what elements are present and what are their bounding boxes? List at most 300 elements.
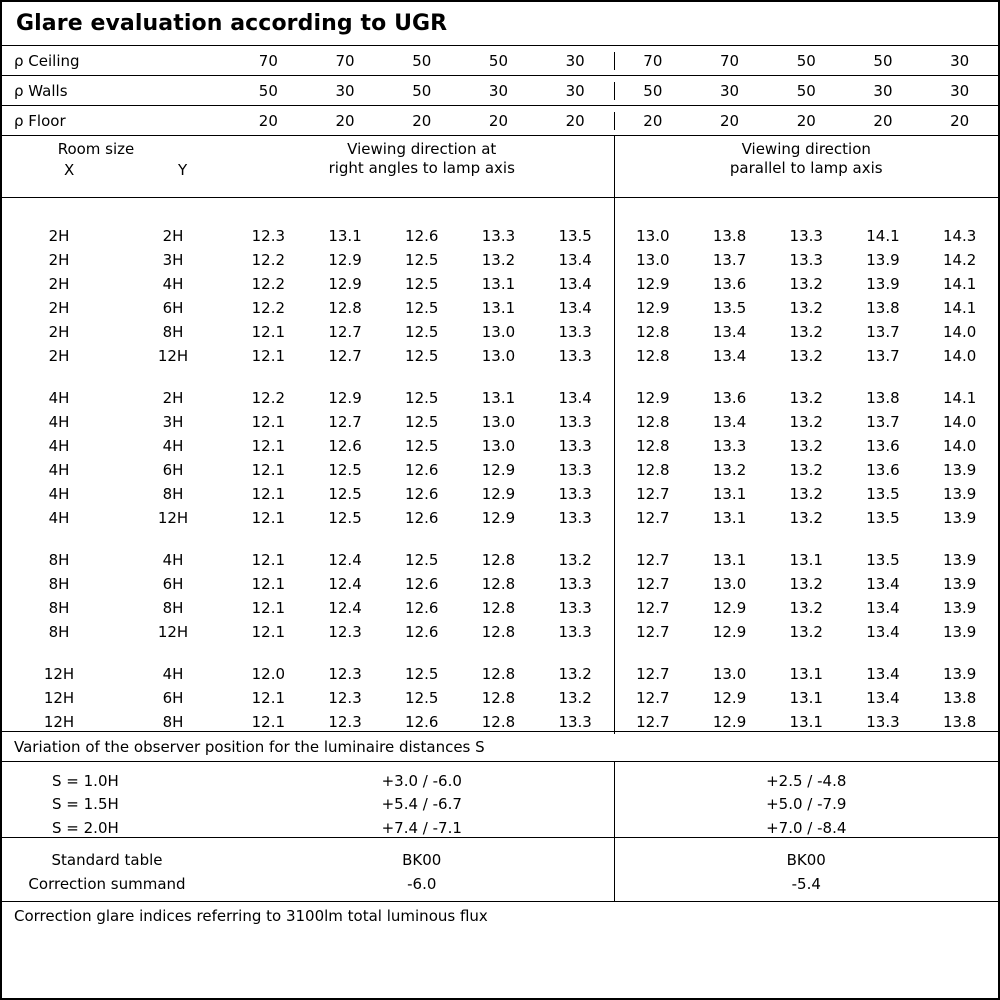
table-cell: 13.8 (866, 299, 900, 317)
room-x: 2H (48, 227, 70, 245)
table-row (230, 572, 614, 596)
table-cell: 12.8 (328, 299, 362, 317)
table-cell: 13.9 (942, 665, 977, 683)
group-spacer (2, 644, 230, 662)
room-x: 8H (48, 575, 70, 593)
table-cell: 13.2 (558, 665, 592, 683)
room-y: 6H (162, 689, 184, 707)
table-row (615, 248, 999, 272)
room-y: 6H (162, 461, 184, 479)
table-cell: 13.0 (481, 437, 516, 455)
table-cell: 13.1 (328, 227, 362, 245)
table-cell: 12.6 (405, 599, 439, 617)
table-cell: 13.9 (866, 251, 900, 269)
table-cell: 12.1 (251, 461, 286, 479)
table-cell: 13.2 (789, 509, 823, 527)
table-cell: 50 (412, 81, 432, 100)
table-cell: 70 (258, 51, 278, 70)
s-value: +7.0 / -8.4 (766, 818, 847, 837)
table-cell: 12.7 (636, 551, 670, 569)
table-row (615, 662, 999, 686)
table-cell: 13.8 (712, 227, 747, 245)
room-x: 4H (48, 437, 70, 455)
table-cell: 12.5 (405, 323, 439, 341)
table-row (615, 458, 999, 482)
standard-table-value: BK00 (786, 851, 826, 869)
table-cell: 13.4 (712, 347, 747, 365)
table-cell: 13.1 (789, 689, 823, 707)
table-cell: 70 (720, 51, 740, 70)
table-cell: 12.1 (251, 623, 286, 641)
group-spacer (2, 530, 230, 548)
table-row (615, 686, 999, 710)
table-cell: 70 (335, 51, 355, 70)
room-y: 3H (162, 413, 184, 431)
table-cell: 13.3 (558, 485, 592, 503)
group-spacer (615, 530, 999, 548)
table-row (230, 296, 614, 320)
rho-walls-label: ρ Walls (14, 81, 68, 100)
page-title: Glare evaluation according to UGR (16, 11, 448, 36)
footer-row (2, 902, 998, 930)
group-spacer (615, 644, 999, 662)
table-row (2, 662, 230, 686)
table-cell: 12.5 (405, 347, 439, 365)
table-row (230, 224, 614, 248)
table-cell: 12.5 (405, 275, 439, 293)
table-cell: 12.2 (251, 251, 286, 269)
table-cell: 12.9 (328, 275, 362, 293)
table-cell: 50 (796, 81, 816, 100)
room-y: 12H (157, 347, 189, 365)
table-cell: 20 (796, 111, 816, 130)
table-cell: 13.1 (789, 665, 823, 683)
table-cell: 12.1 (251, 437, 286, 455)
room-y: 4H (162, 275, 184, 293)
table-cell: 13.4 (866, 575, 900, 593)
table-row (230, 248, 614, 272)
table-cell: 13.4 (558, 251, 592, 269)
table-cell: 12.2 (251, 299, 286, 317)
table-cell: 13.6 (866, 461, 900, 479)
table-cell: 13.9 (942, 575, 977, 593)
table-cell: 13.2 (789, 461, 823, 479)
table-cell: 30 (565, 51, 585, 70)
table-cell: 13.4 (558, 389, 592, 407)
room-size-title: Room size (57, 140, 135, 158)
table-cell: 12.1 (251, 509, 286, 527)
room-x: 2H (48, 275, 70, 293)
table-row (2, 248, 230, 272)
table-cell: 12.6 (405, 623, 439, 641)
table-cell: 13.9 (942, 509, 977, 527)
room-y: 4H (162, 665, 184, 683)
table-cell: 12.5 (405, 689, 439, 707)
viewing-left-line1: Viewing direction at (347, 140, 497, 158)
table-cell: 13.4 (712, 413, 747, 431)
title-row (2, 2, 998, 46)
group-spacer (2, 368, 230, 386)
table-row (615, 482, 999, 506)
table-cell: 12.9 (328, 251, 362, 269)
table-cell: 20 (873, 111, 893, 130)
table-cell: 70 (643, 51, 663, 70)
table-cell: 13.3 (789, 227, 823, 245)
s-label: S = 1.5H (52, 795, 119, 814)
table-cell: 13.2 (789, 347, 823, 365)
group-spacer (230, 644, 614, 662)
table-cell: 13.3 (558, 713, 592, 731)
group-spacer (230, 530, 614, 548)
table-cell: 13.4 (712, 323, 747, 341)
table-cell: 12.4 (328, 551, 362, 569)
table-cell: 13.3 (712, 437, 747, 455)
s-value: +2.5 / -4.8 (766, 772, 847, 790)
table-cell: 13.0 (481, 413, 516, 431)
table-row (230, 710, 614, 734)
table-cell: 13.2 (789, 413, 823, 431)
table-cell: 13.6 (712, 389, 747, 407)
room-x: 8H (48, 551, 70, 569)
table-cell: 12.8 (481, 599, 516, 617)
table-cell: 13.2 (789, 575, 823, 593)
viewing-direction-parallel (615, 136, 999, 197)
table-cell: 13.5 (866, 509, 900, 527)
room-y: 8H (162, 323, 184, 341)
room-x: 12H (43, 713, 75, 731)
table-cell: 13.2 (789, 599, 823, 617)
room-x: 12H (43, 665, 75, 683)
table-cell: 12.2 (251, 389, 286, 407)
table-row (2, 686, 230, 710)
rho-floor-group-a (230, 112, 615, 130)
table-cell: 30 (873, 81, 893, 100)
table-cell: 12.7 (328, 323, 362, 341)
table-cell: 12.5 (405, 665, 439, 683)
table-cell: 12.8 (636, 323, 670, 341)
s-label: S = 2.0H (52, 818, 119, 837)
table-cell: 13.3 (558, 599, 592, 617)
table-cell: 13.0 (712, 575, 747, 593)
s-value: +3.0 / -6.0 (381, 772, 462, 790)
table-row (615, 548, 999, 572)
table-cell: 13.2 (789, 437, 823, 455)
table-cell: 13.0 (712, 665, 747, 683)
footer-note: Correction glare indices referring to 3100lm total luminous flux (14, 907, 488, 925)
table-cell: 13.1 (789, 551, 823, 569)
table-row (230, 596, 614, 620)
room-x: 4H (48, 389, 70, 407)
table-cell: 12.9 (636, 299, 670, 317)
room-x: 8H (48, 623, 70, 641)
room-y: 4H (162, 437, 184, 455)
room-y: 6H (162, 575, 184, 593)
table-row (230, 386, 614, 410)
variation-note-row (2, 732, 998, 762)
table-cell: 13.0 (636, 251, 670, 269)
table-row (2, 320, 230, 344)
room-y: 3H (162, 251, 184, 269)
table-row (2, 434, 230, 458)
table-cell: 12.4 (328, 599, 362, 617)
table-row (615, 620, 999, 644)
table-row (2, 572, 230, 596)
table-cell: 20 (258, 111, 278, 130)
table-cell: 12.8 (636, 413, 670, 431)
room-y: 8H (162, 713, 184, 731)
table-row (230, 662, 614, 686)
table-cell: 12.6 (405, 509, 439, 527)
viewing-left-line2: right angles to lamp axis (328, 158, 515, 177)
rho-ceiling-cells (230, 52, 998, 70)
table-cell: 13.7 (866, 347, 900, 365)
correction-summand-value: -5.4 (791, 875, 821, 893)
group-spacer (230, 368, 614, 386)
standard-table-labels (2, 838, 230, 901)
table-cell: 14.2 (942, 251, 977, 269)
table-row (615, 710, 999, 734)
room-y: 4H (162, 551, 184, 569)
table-cell: 12.9 (636, 389, 670, 407)
table-cell: 14.1 (866, 227, 900, 245)
table-row (615, 344, 999, 368)
table-cell: 12.0 (251, 665, 286, 683)
table-cell: 50 (796, 51, 816, 70)
table-cell: 12.5 (328, 509, 362, 527)
rho-floor-label: ρ Floor (14, 111, 66, 130)
table-row (2, 482, 230, 506)
table-row (230, 548, 614, 572)
table-cell: 12.7 (636, 599, 670, 617)
table-cell: 12.1 (251, 599, 286, 617)
table-cell: 13.3 (481, 227, 516, 245)
table-cell: 12.5 (328, 461, 362, 479)
table-cell: 13.3 (558, 347, 592, 365)
variation-note: Variation of the observer position for the luminaire distances S (14, 737, 485, 756)
table-cell: 14.1 (942, 389, 977, 407)
table-cell: 13.6 (712, 275, 747, 293)
table-cell: 14.1 (942, 275, 977, 293)
room-x: 12H (43, 689, 75, 707)
table-cell: 13.3 (789, 251, 823, 269)
rho-walls-group-a (230, 82, 615, 100)
table-row (230, 320, 614, 344)
room-x: 4H (48, 413, 70, 431)
table-cell: 12.9 (712, 599, 747, 617)
table-row (2, 386, 230, 410)
table-cell: 12.7 (636, 689, 670, 707)
table-cell: 12.9 (712, 689, 747, 707)
table-cell: 20 (720, 111, 740, 130)
table-cell: 13.2 (789, 299, 823, 317)
table-cell: 13.1 (712, 509, 747, 527)
table-cell: 30 (488, 81, 508, 100)
table-cell: 12.5 (405, 389, 439, 407)
table-cell: 12.1 (251, 323, 286, 341)
table-cell: 13.3 (558, 623, 592, 641)
table-cell: 12.3 (328, 623, 362, 641)
table-cell: 12.5 (328, 485, 362, 503)
table-cell: 50 (643, 81, 663, 100)
room-size-x-label: X (64, 161, 75, 179)
table-row (615, 272, 999, 296)
table-cell: 13.9 (942, 599, 977, 617)
table-cell: 12.7 (636, 485, 670, 503)
table-cell: 12.6 (405, 227, 439, 245)
table-cell: 13.3 (558, 461, 592, 479)
table-cell: 12.1 (251, 347, 286, 365)
viewing-right-line1: Viewing direction (741, 140, 871, 158)
table-cell: 20 (950, 111, 970, 130)
table-cell: 13.5 (866, 551, 900, 569)
table-cell: 12.8 (481, 551, 516, 569)
room-x: 2H (48, 347, 70, 365)
rho-floor-row (2, 106, 998, 136)
observer-variation-block (2, 762, 998, 838)
ugr-data-block (2, 198, 998, 732)
table-cell: 12.8 (481, 623, 516, 641)
table-row (230, 272, 614, 296)
table-cell: 12.9 (481, 461, 516, 479)
table-cell: 12.7 (636, 509, 670, 527)
table-cell: 14.0 (942, 437, 977, 455)
table-cell: 13.9 (942, 485, 977, 503)
table-cell: 13.9 (942, 461, 977, 479)
table-cell: 13.4 (558, 275, 592, 293)
table-row (230, 482, 614, 506)
table-cell: 30 (950, 51, 970, 70)
group-spacer (615, 368, 999, 386)
s-value: +5.4 / -6.7 (381, 795, 462, 814)
table-row (615, 596, 999, 620)
table-cell: 20 (565, 111, 585, 130)
table-cell: 13.1 (789, 713, 823, 731)
table-cell: 13.1 (481, 275, 516, 293)
table-cell: 12.8 (636, 437, 670, 455)
table-cell: 12.9 (712, 713, 747, 731)
table-cell: 13.6 (866, 437, 900, 455)
table-cell: 12.9 (712, 623, 747, 641)
table-row (2, 506, 230, 530)
table-cell: 13.2 (789, 389, 823, 407)
table-row (230, 410, 614, 434)
room-x: 8H (48, 599, 70, 617)
table-row (615, 224, 999, 248)
rho-ceiling-group-a (230, 52, 615, 70)
table-cell: 12.7 (636, 623, 670, 641)
table-row (2, 344, 230, 368)
rho-ceiling-group-b (615, 52, 999, 70)
table-cell: 20 (643, 111, 663, 130)
standard-table-block (2, 838, 998, 902)
table-row (230, 620, 614, 644)
table-cell: 12.5 (405, 251, 439, 269)
correction-summand-value: -6.0 (407, 875, 437, 893)
observer-variation-parallel (615, 762, 999, 837)
rho-floor-cells (230, 112, 998, 130)
standard-table-label: Standard table (51, 851, 163, 869)
table-cell: 13.3 (866, 713, 900, 731)
values-parallel-column (615, 198, 999, 734)
room-y: 6H (162, 299, 184, 317)
table-cell: 12.4 (328, 575, 362, 593)
table-cell: 12.6 (405, 575, 439, 593)
table-cell: 12.9 (636, 275, 670, 293)
table-cell: 13.0 (481, 347, 516, 365)
table-cell: 13.9 (942, 623, 977, 641)
table-cell: 12.3 (328, 713, 362, 731)
table-cell: 13.1 (481, 299, 516, 317)
table-cell: 50 (412, 51, 432, 70)
standard-table-value: BK00 (402, 851, 442, 869)
observer-variation-right-angles (230, 762, 615, 837)
table-cell: 12.8 (636, 461, 670, 479)
table-cell: 13.3 (558, 509, 592, 527)
rho-walls-cells (230, 82, 998, 100)
table-cell: 13.2 (789, 323, 823, 341)
table-cell: 12.6 (405, 713, 439, 731)
room-y: 8H (162, 485, 184, 503)
table-cell: 12.9 (328, 389, 362, 407)
table-row (2, 710, 230, 734)
table-cell: 12.8 (481, 689, 516, 707)
table-cell: 12.7 (328, 413, 362, 431)
table-cell: 13.4 (866, 665, 900, 683)
table-cell: 13.3 (558, 437, 592, 455)
correction-summand-label: Correction summand (28, 875, 186, 893)
table-cell: 13.8 (866, 389, 900, 407)
table-cell: 13.2 (558, 689, 592, 707)
table-cell: 12.6 (328, 437, 362, 455)
table-cell: 13.1 (712, 551, 747, 569)
table-cell: 13.5 (866, 485, 900, 503)
table-row (230, 344, 614, 368)
table-cell: 13.4 (866, 689, 900, 707)
room-x: 4H (48, 485, 70, 503)
observer-variation-labels (2, 762, 230, 837)
ugr-data-inner (2, 198, 998, 734)
rho-ceiling-row (2, 46, 998, 76)
rho-walls-row (2, 76, 998, 106)
table-cell: 12.3 (251, 227, 286, 245)
table-cell: 30 (335, 81, 355, 100)
table-cell: 13.9 (942, 551, 977, 569)
table-cell: 12.3 (328, 689, 362, 707)
room-y: 12H (157, 509, 189, 527)
table-cell: 13.1 (712, 485, 747, 503)
room-size-y-label: Y (178, 161, 188, 179)
table-cell: 13.4 (866, 599, 900, 617)
viewing-direction-header (2, 136, 998, 198)
table-cell: 13.8 (942, 689, 977, 707)
table-cell: 12.2 (251, 275, 286, 293)
rho-walls-group-b (615, 82, 999, 100)
room-size-column (2, 198, 230, 734)
table-cell: 30 (720, 81, 740, 100)
table-cell: 12.1 (251, 575, 286, 593)
viewing-direction-right-angles (230, 136, 615, 197)
table-cell: 12.1 (251, 713, 286, 731)
table-cell: 13.2 (789, 485, 823, 503)
table-row (615, 296, 999, 320)
table-cell: 30 (565, 81, 585, 100)
table-cell: 12.6 (405, 485, 439, 503)
table-cell: 13.7 (712, 251, 747, 269)
table-cell: 12.5 (405, 299, 439, 317)
table-row (230, 458, 614, 482)
room-y: 12H (157, 623, 189, 641)
table-cell: 20 (488, 111, 508, 130)
